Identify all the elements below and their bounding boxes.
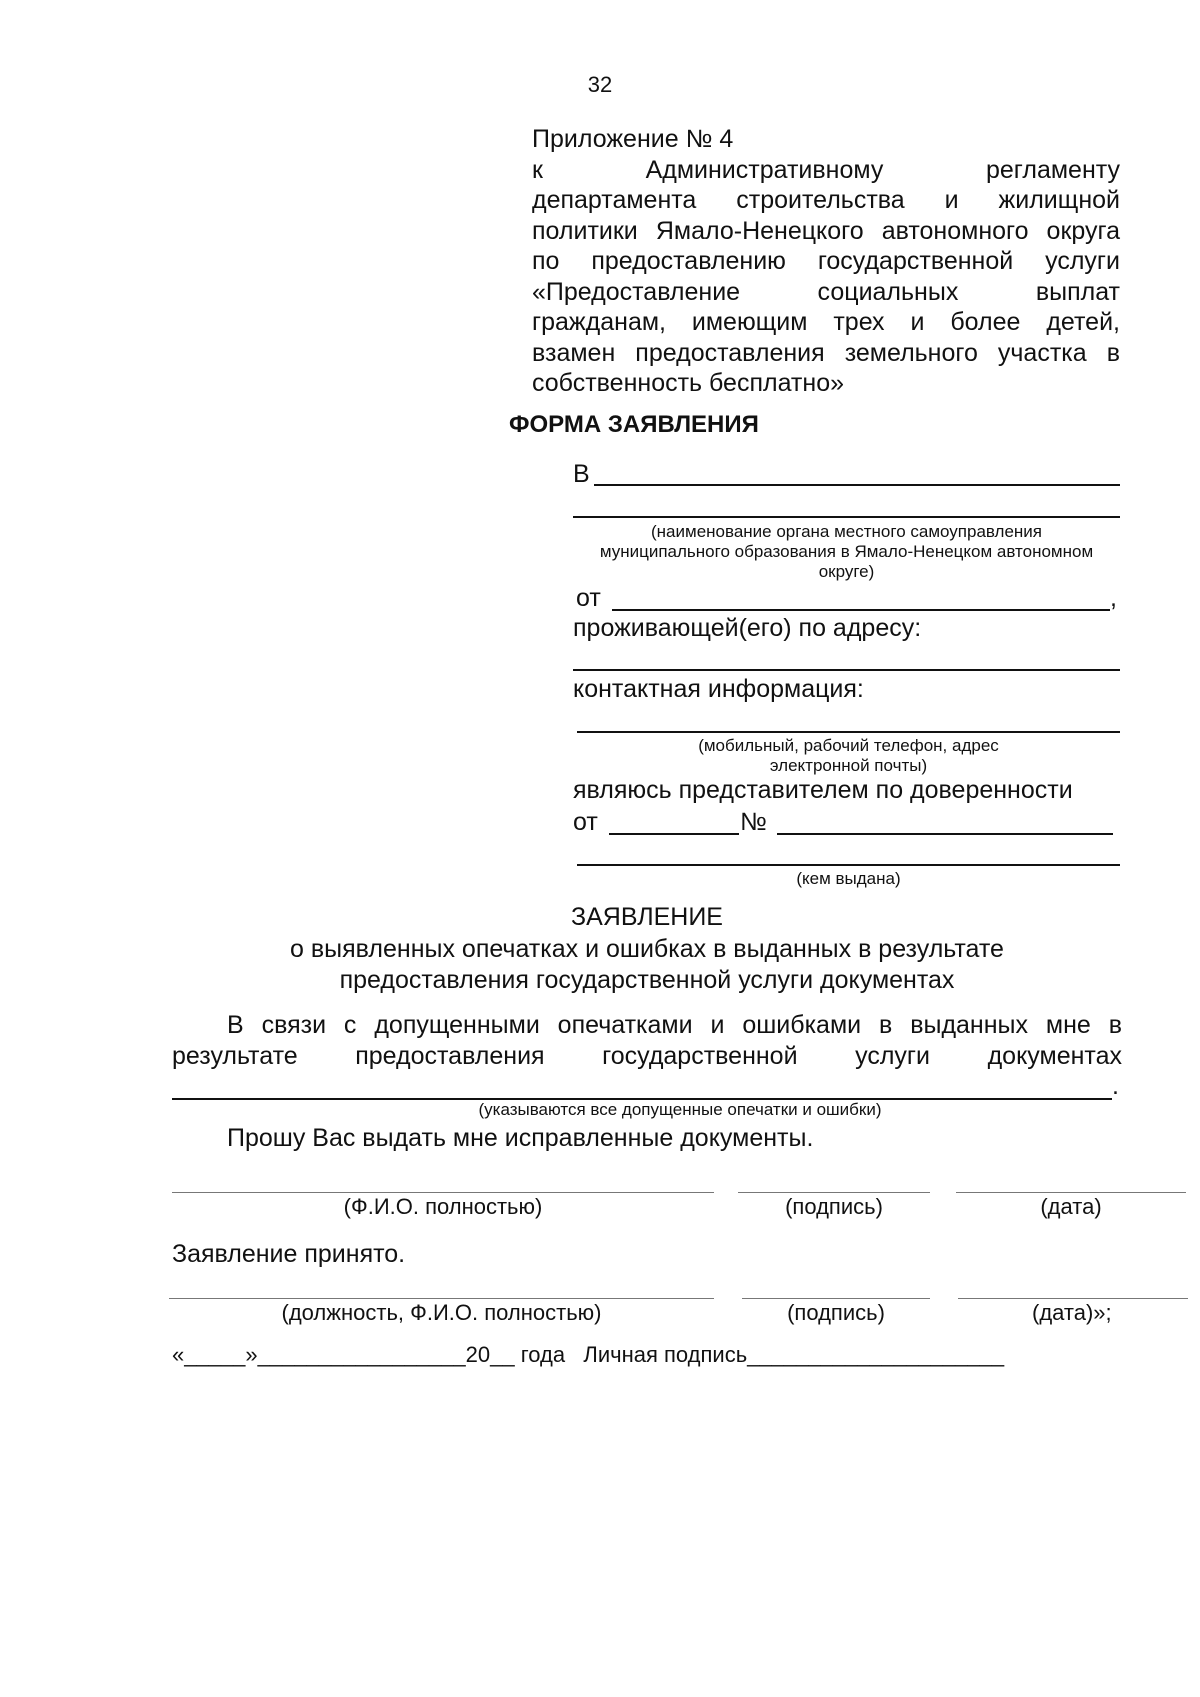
issued-by-caption: (кем выдана) [796,869,901,888]
statement-line-2: результате предоставления государственной услуги документах [172,1042,1122,1070]
statement-title: ЗАЯВЛЕНИЕ [570,903,723,931]
accepted-sign-line[interactable] [742,1298,930,1299]
issued-by-line[interactable] [577,864,1120,866]
proxy-date-line[interactable] [609,833,739,835]
statement-paragraph [172,1010,1122,1072]
position-caption: (должность, Ф.И.О. полностью) [281,1300,602,1325]
appendix-line: собственность бесплатно» [532,369,844,397]
date-signature-line[interactable] [956,1192,1186,1193]
accepted-label: Заявление принято. [172,1240,406,1268]
appendix-line: к Административному регламенту [532,155,1120,184]
fio-signature-line[interactable] [172,1192,714,1193]
contact-label: контактная информация: [573,675,864,703]
sign-signature-line[interactable] [738,1192,930,1193]
appendix-line: Приложение № 4 [532,125,734,153]
accepted-sign-caption: (подпись) [787,1300,885,1325]
proxy-number-label: № [740,808,767,836]
fio-caption: (Ф.И.О. полностью) [343,1194,543,1219]
to-field-line[interactable] [594,484,1120,486]
appendix-line: политики Ямало-Ненецкого автономного округа [532,216,1120,245]
statement-subtitle: о выявленных опечатках и ошибках в выданных в результате предоставления государственной услуги документах [290,935,1004,994]
proxy-from-label: от [573,808,598,836]
contact-caption: (мобильный, рабочий телефон, адрес электронной почты) [698,736,999,775]
proxy-number-line[interactable] [777,833,1113,835]
appendix-line: гражданам, имеющим трех и более детей, [532,308,1120,336]
page-number: 32 [587,72,613,97]
accepted-date-caption: (дата)»; [1032,1300,1112,1325]
sign-caption: (подпись) [785,1194,883,1219]
accepted-date-line[interactable] [958,1298,1188,1299]
appendix-line: «Предоставление социальных выплат [532,277,1120,306]
request-text: Прошу Вас выдать мне исправленные документы. [227,1124,814,1152]
appendix-block [532,124,1120,399]
footer-date-signature: «_____»_________________20__ года Личная подпись_____________________ [172,1342,1005,1367]
position-signature-line[interactable] [169,1298,714,1299]
appendix-line: взамен предоставления земельного участка в [532,338,1120,367]
appendix-line: департамента строительства и жилищной [532,186,1120,214]
from-field-line[interactable] [612,609,1110,611]
errors-suffix: . [1112,1072,1119,1100]
statement-line-1: В связи с допущенными опечатками и ошибками в выданных мне в [227,1011,1122,1039]
from-prefix: от [576,584,601,612]
org-caption: (наименование органа местного самоуправления муниципального образования в Ямало-Ненецком автономном округе) [599,522,1094,581]
org-field-line[interactable] [573,516,1120,518]
address-field-line[interactable] [573,669,1120,671]
contact-field-line[interactable] [577,731,1120,733]
proxy-label: являюсь представителем по доверенности [573,776,1073,804]
appendix-line: по предоставлению государственной услуги [532,247,1120,275]
date-caption: (дата) [1040,1194,1102,1219]
address-label: проживающей(его) по адресу: [573,614,922,642]
from-suffix: , [1110,584,1117,612]
to-prefix: В [573,460,590,488]
form-title: ФОРМА ЗАЯВЛЕНИЯ [509,411,759,438]
errors-caption: (указываются все допущенные опечатки и ошибки) [478,1100,882,1119]
